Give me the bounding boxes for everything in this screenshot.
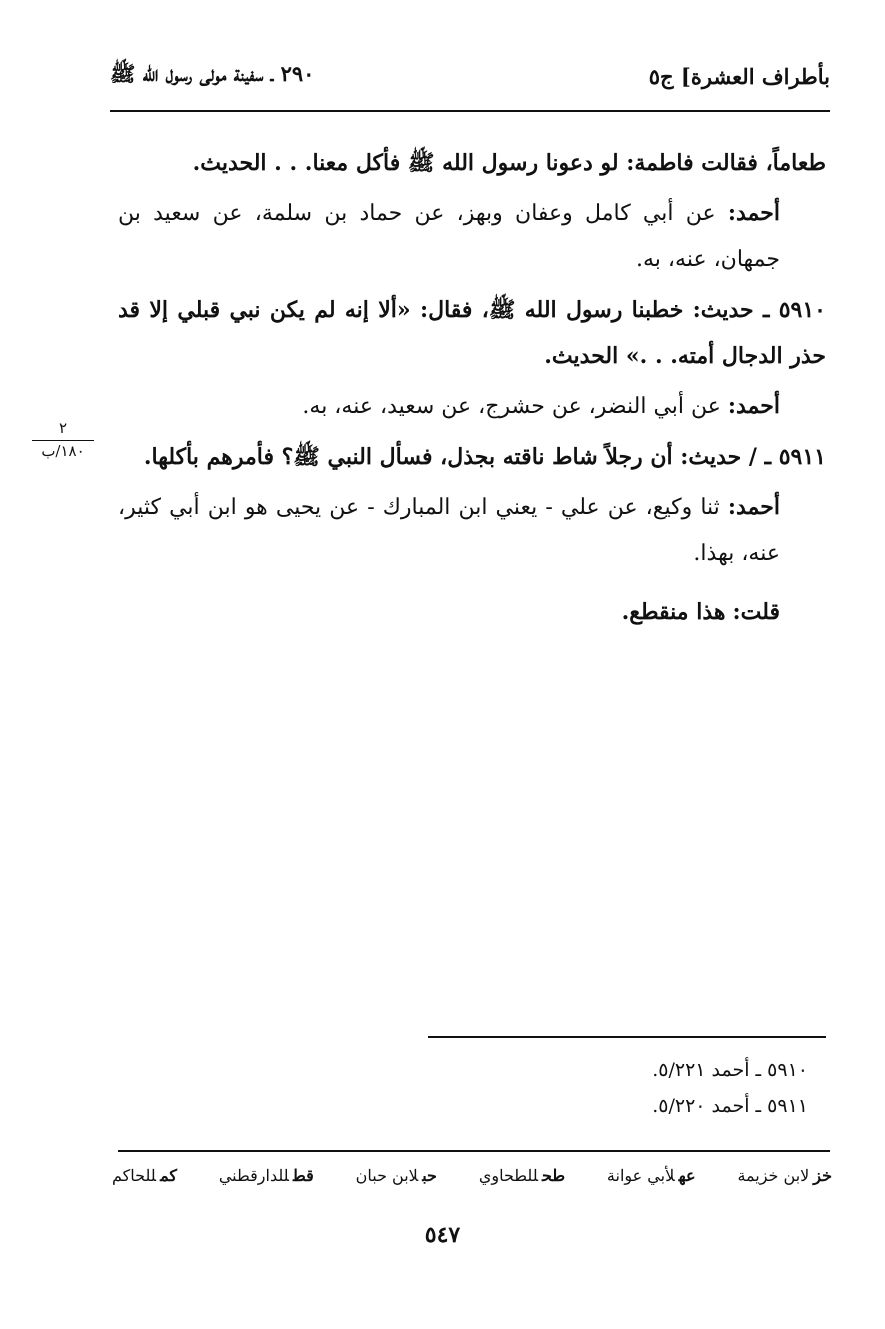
manuscript-folio-note bbox=[28, 418, 98, 461]
header-book-title: بأطراف العشرة] ج٥ bbox=[648, 63, 830, 89]
hadith-text: ـ حديث: خطبنا رسول الله ﷺ، فقال: «ألا إنه لم يكن نبي قبلي إلا قد حذر الدجال أمته. . .» الحديث. bbox=[118, 297, 826, 369]
hadith-5910 bbox=[118, 287, 826, 379]
footnote-divider bbox=[428, 1036, 826, 1038]
header-divider bbox=[110, 110, 830, 112]
footnote-item: ٥٩١١ ـ أحمد ٥/٢٢٠. bbox=[652, 1095, 808, 1117]
source-chain: ثنا وكيع، عن علي - يعني ابن المبارك - عن يحيى هو ابن أبي كثير، عنه، بهذا. bbox=[118, 495, 780, 566]
source-label: أحمد: bbox=[727, 200, 780, 226]
abbreviation-item: كمللحاكم bbox=[112, 1166, 177, 1185]
source-chain: عن أبي كامل وعفان وبهز، عن حماد بن سلمة، عن سعيد بن جمهان، عنه، به. bbox=[118, 201, 780, 272]
source-chain: عن أبي النضر، عن حشرج، عن سعيد، عنه، به. bbox=[302, 394, 721, 419]
folio-page: ١٨٠/ب bbox=[41, 442, 85, 460]
comment-label: قلت: bbox=[732, 599, 780, 625]
abbreviation-item: طحللطحاوي bbox=[478, 1166, 566, 1185]
running-header bbox=[110, 56, 830, 96]
paragraph-source-5911 bbox=[118, 484, 826, 577]
hadith-number: ٥٩١٠ bbox=[778, 297, 826, 323]
hadith-number: ٥٩١١ bbox=[778, 444, 826, 470]
paragraph-source-5909 bbox=[118, 190, 826, 283]
folio-volume: ٢ bbox=[32, 418, 94, 441]
abbreviations-key bbox=[112, 1162, 832, 1190]
comment-text: هذا منقطع. bbox=[621, 599, 726, 625]
hadith-5911 bbox=[118, 434, 826, 480]
abbreviation-item: حبلابن حبان bbox=[355, 1166, 437, 1185]
hadith-text: ـ / حديث: أن رجلاً شاط ناقته بجذل، فسأل النبي ﷺ؟ فأمرهم بأكلها. bbox=[143, 444, 772, 470]
abbreviations-divider bbox=[118, 1150, 830, 1152]
source-label: أحمد: bbox=[727, 393, 780, 419]
page-number: ٥٤٧ bbox=[424, 1222, 461, 1248]
abbreviation-item: خزلابن خزيمة bbox=[737, 1166, 832, 1185]
abbreviation-item: عهلأبي عوانة bbox=[606, 1166, 696, 1185]
paragraph-continuation: طعاماً، فقالت فاطمة: لو دعونا رسول الله ﷺ فأكل معنا. . . الحديث. bbox=[192, 150, 826, 176]
header-chapter-title: ٢٩٠ ـ سفينة مولى رسول الله ﷺ bbox=[110, 60, 315, 86]
footnote-item: ٥٩١٠ ـ أحمد ٥/٢٢١. bbox=[652, 1059, 808, 1081]
main-text bbox=[118, 140, 826, 640]
footnotes bbox=[430, 1052, 808, 1124]
source-label: أحمد: bbox=[727, 494, 780, 520]
paragraph-comment bbox=[118, 589, 826, 636]
paragraph-source-5910 bbox=[118, 383, 826, 430]
abbreviation-item: قطللدارقطني bbox=[218, 1166, 314, 1185]
